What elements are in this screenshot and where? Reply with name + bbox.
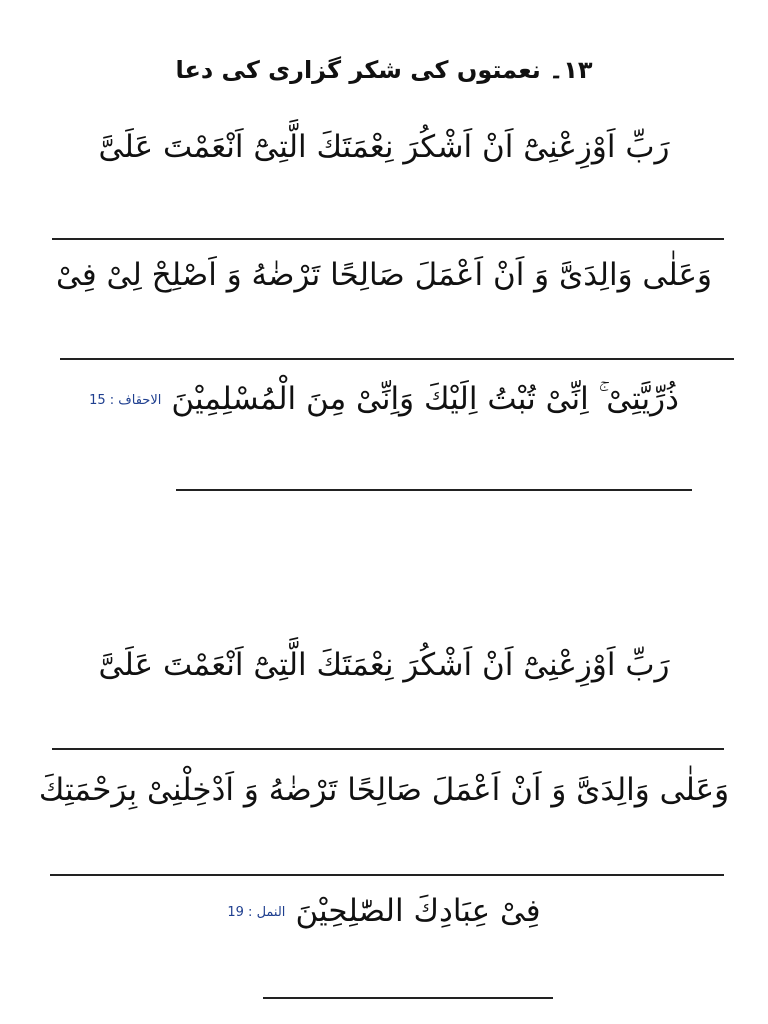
dua-1-line-3-text: ذُرِّیَّتِیْ ۚ اِنِّیْ تُبْتُ اِلَیْكَ وَاِنِّیْ مِنَ الْمُسْلِمِیْنَ: [171, 381, 679, 417]
dua-1-line-1: رَبِّ اَوْزِعْنِیْٓ اَنْ اَشْكُرَ نِعْمَتَكَ الَّتِیْٓ اَنْعَمْتَ عَلَیَّ: [98, 129, 670, 165]
writing-line: [176, 489, 692, 491]
dua-2-line-2: وَعَلٰی وَالِدَیَّ وَ اَنْ اَعْمَلَ صَالِحًا تَرْضٰهُ وَ اَدْخِلْنِیْ بِرَحْمَتِكَ: [38, 772, 730, 808]
dua-2-line-3: [0, 886, 768, 938]
writing-line: [50, 874, 724, 876]
writing-line: [60, 358, 734, 360]
dua-2-line-3-text: فِیْ عِبَادِكَ الصّٰلِحِیْنَ: [295, 893, 541, 929]
writing-line: [52, 748, 724, 750]
writing-line: [52, 238, 724, 240]
writing-line: [263, 997, 553, 999]
dua-1-line-2: وَعَلٰی وَالِدَیَّ وَ اَنْ اَعْمَلَ صَالِحًا تَرْضٰهُ وَ اَصْلِحْ لِیْ فِیْ: [56, 257, 712, 293]
surah-reference: النمل : 19: [227, 904, 286, 920]
page-title: ۱۳۔ نعمتوں کی شکر گزاری کی دعا: [175, 56, 593, 84]
dua-1-line-3: [0, 374, 768, 426]
surah-reference: الاحقاف : 15: [89, 392, 162, 408]
dua-2-line-1: رَبِّ اَوْزِعْنِیْٓ اَنْ اَشْكُرَ نِعْمَتَكَ الَّتِیْٓ اَنْعَمْتَ عَلَیَّ: [98, 647, 670, 683]
